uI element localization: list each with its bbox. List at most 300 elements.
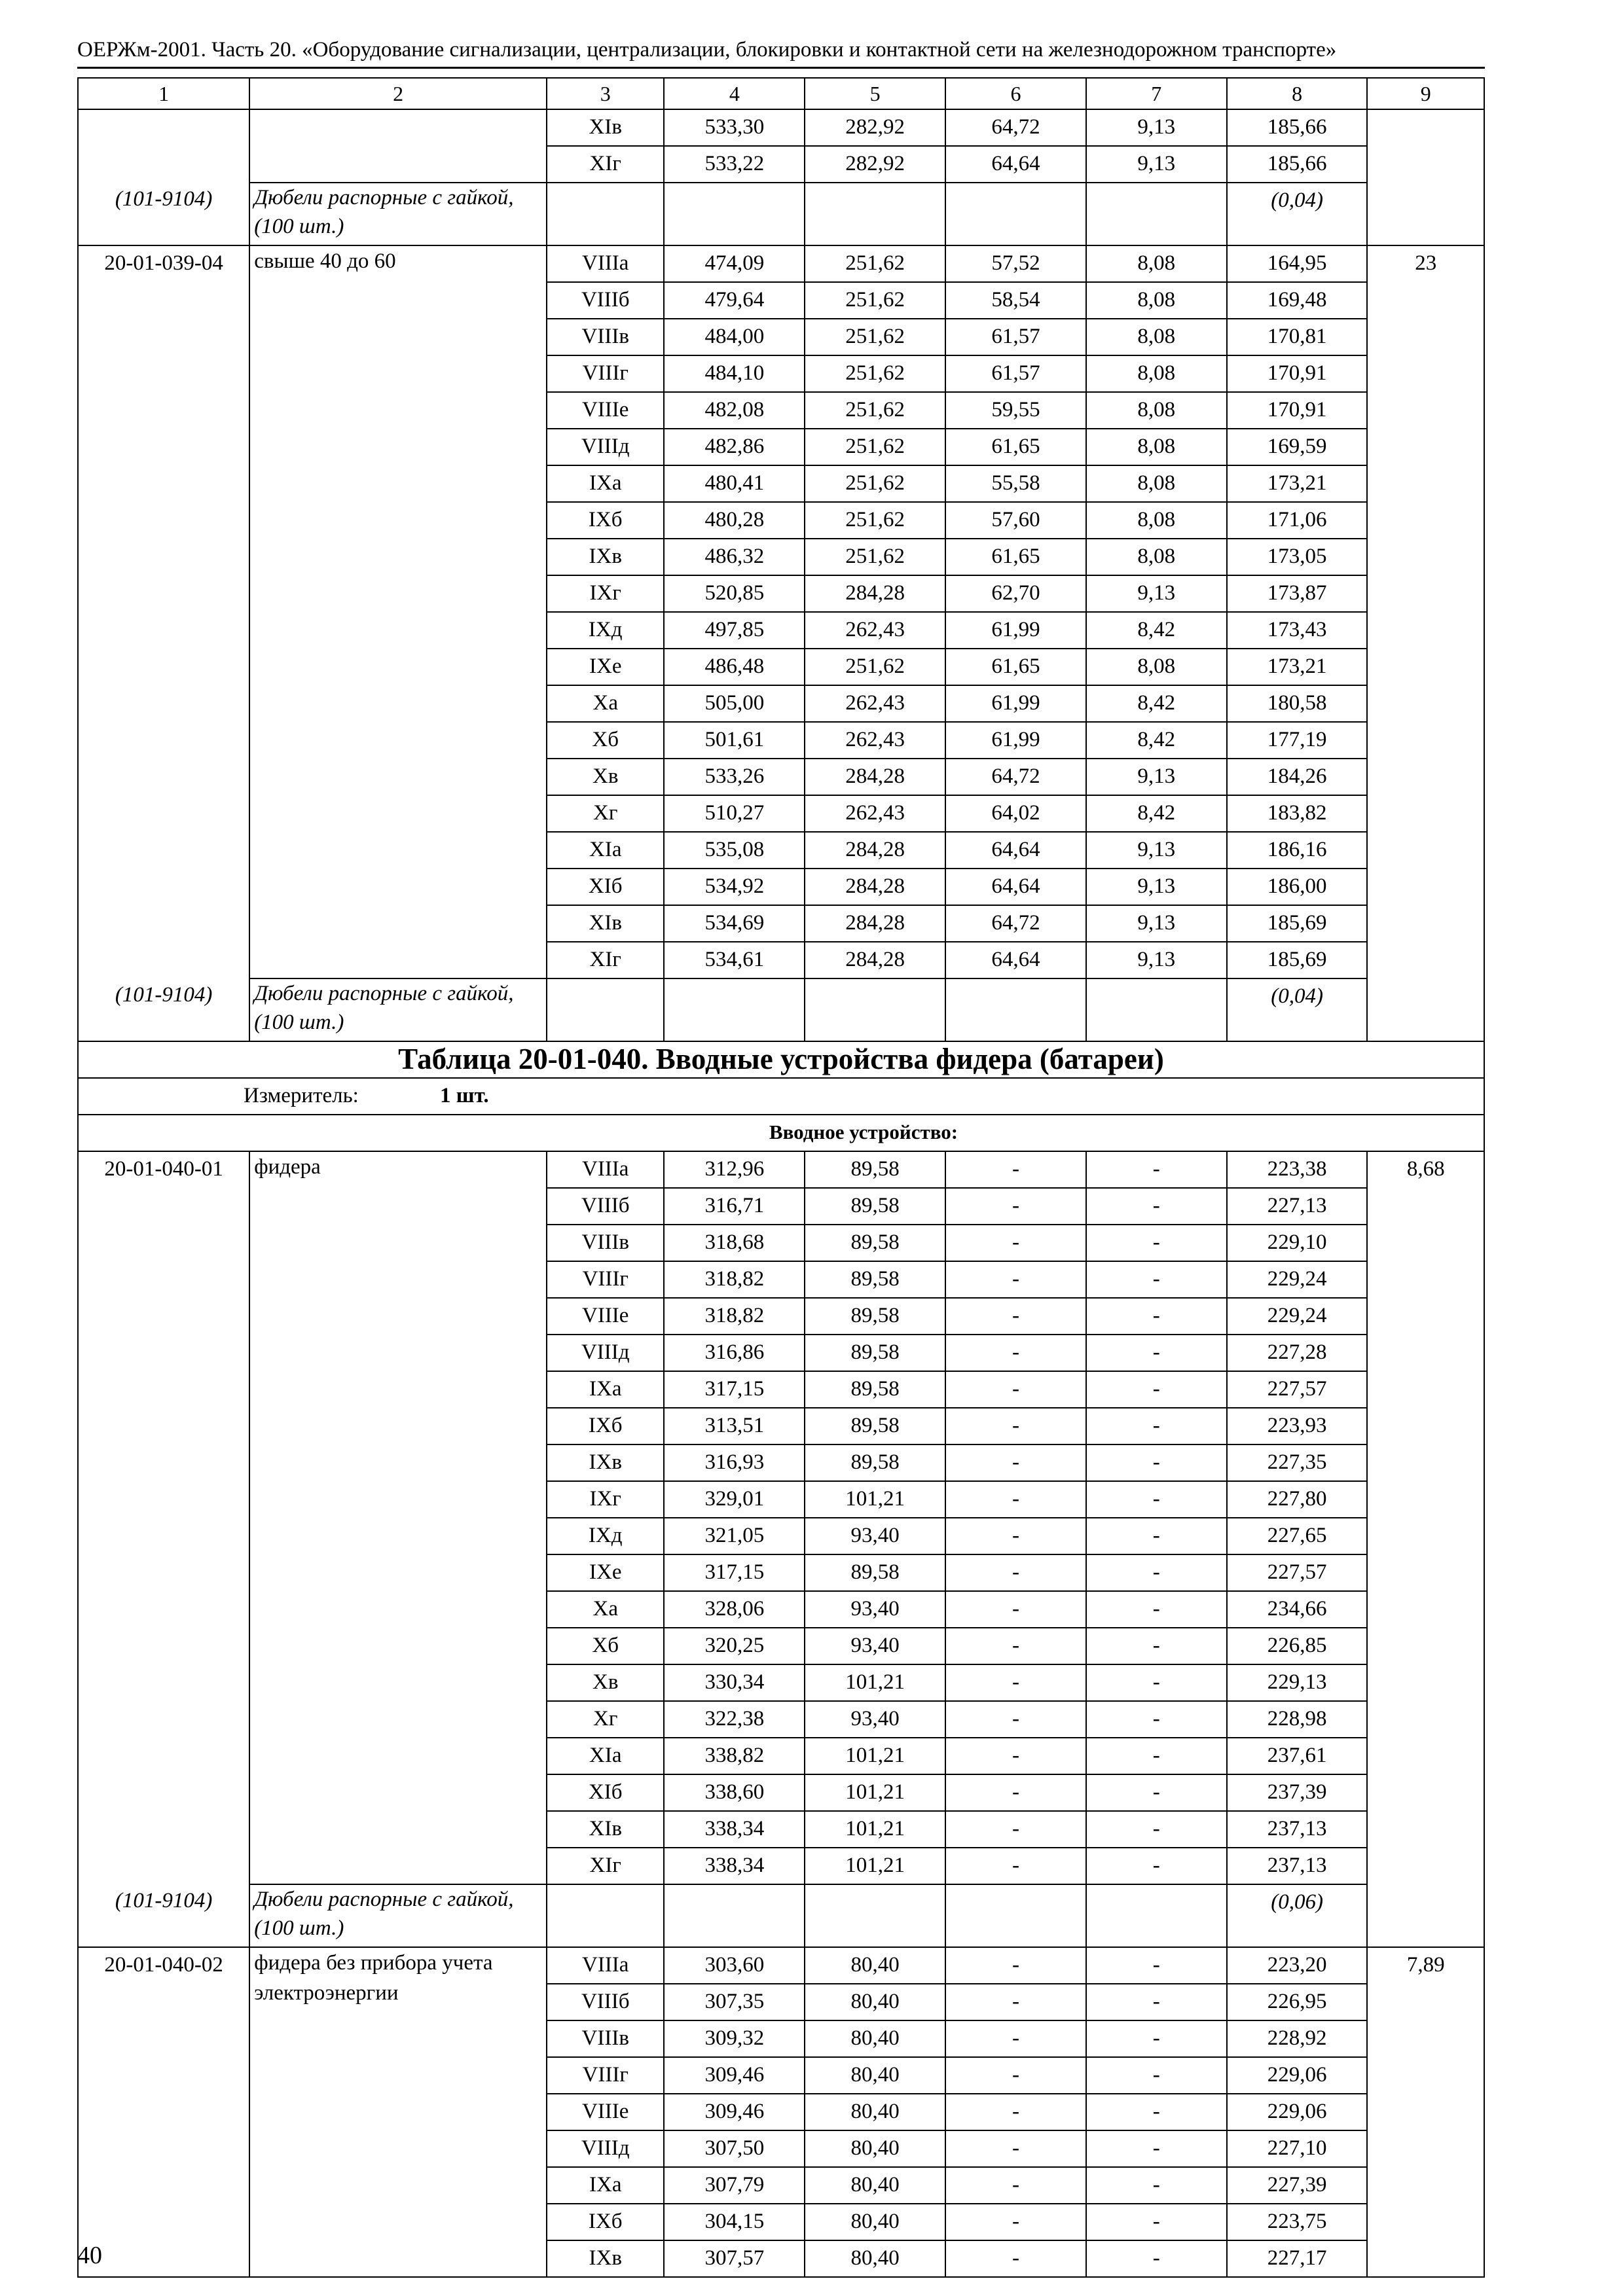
value-cell: 304,15 xyxy=(664,2204,805,2240)
value-cell: - xyxy=(945,2094,1086,2130)
rate-code xyxy=(78,1151,249,1947)
value-cell: 80,40 xyxy=(805,2020,945,2057)
value-cell: - xyxy=(945,1408,1086,1444)
value-cell: 251,62 xyxy=(805,245,945,282)
value-cell: 57,52 xyxy=(945,245,1086,282)
value-cell: 307,50 xyxy=(664,2130,805,2167)
value-cell: - xyxy=(945,1811,1086,1848)
rate-code-text: 20-01-040-01 xyxy=(104,1157,223,1181)
value-cell: 237,39 xyxy=(1227,1774,1368,1811)
value-cell: 251,62 xyxy=(805,502,945,539)
value-cell: - xyxy=(1086,2094,1227,2130)
empty-cell xyxy=(945,183,1086,245)
value-cell: 312,96 xyxy=(664,1151,805,1188)
value-cell: 262,43 xyxy=(805,685,945,722)
col9-value: 23 xyxy=(1367,245,1484,1041)
value-cell: 282,92 xyxy=(805,109,945,146)
zone-cell: XIа xyxy=(547,832,665,869)
dowel-code: (101-9104) xyxy=(115,1889,213,1912)
empty-cell xyxy=(1086,978,1227,1041)
value-cell: 8,08 xyxy=(1086,649,1227,685)
value-cell: 80,40 xyxy=(805,2204,945,2240)
value-cell: 173,05 xyxy=(1227,539,1368,575)
value-cell: 251,62 xyxy=(805,465,945,502)
value-cell: - xyxy=(1086,1225,1227,1261)
value-cell: 61,57 xyxy=(945,319,1086,355)
col9-value: 8,68 xyxy=(1367,1151,1484,1947)
value-cell: 533,30 xyxy=(664,109,805,146)
page-number: 40 xyxy=(77,2242,102,2269)
value-cell: 9,13 xyxy=(1086,869,1227,905)
value-cell: - xyxy=(945,1664,1086,1701)
value-cell: 229,24 xyxy=(1227,1298,1368,1335)
value-cell: 8,08 xyxy=(1086,429,1227,465)
value-cell: 64,02 xyxy=(945,795,1086,832)
value-cell: 479,64 xyxy=(664,282,805,319)
zone-cell: XIа xyxy=(547,1738,665,1774)
value-cell: 251,62 xyxy=(805,539,945,575)
rate-name: свыше 40 до 60 xyxy=(249,245,547,978)
value-cell: 474,09 xyxy=(664,245,805,282)
value-cell: - xyxy=(1086,1408,1227,1444)
value-cell: 338,34 xyxy=(664,1848,805,1884)
zone-cell: VIIIа xyxy=(547,1947,665,1984)
value-cell: 80,40 xyxy=(805,2094,945,2130)
zone-cell: Xв xyxy=(547,1664,665,1701)
value-cell: 328,06 xyxy=(664,1591,805,1628)
value-cell: 8,08 xyxy=(1086,319,1227,355)
table-row xyxy=(78,109,1484,146)
value-cell: 177,19 xyxy=(1227,722,1368,759)
value-cell: - xyxy=(1086,2130,1227,2167)
value-cell: 61,57 xyxy=(945,355,1086,392)
zone-cell: XIг xyxy=(547,146,665,183)
zone-cell: XIг xyxy=(547,1848,665,1884)
value-cell: 61,99 xyxy=(945,612,1086,649)
value-cell: 9,13 xyxy=(1086,575,1227,612)
value-cell: 284,28 xyxy=(805,832,945,869)
rate-code xyxy=(78,109,249,245)
dowel-row xyxy=(78,183,1484,245)
value-cell: 170,91 xyxy=(1227,392,1368,429)
value-cell: - xyxy=(1086,2204,1227,2240)
zone-cell: IXб xyxy=(547,2204,665,2240)
value-cell: 226,95 xyxy=(1227,1984,1368,2020)
value-cell: - xyxy=(1086,1444,1227,1481)
value-cell: - xyxy=(1086,1335,1227,1371)
value-cell: 321,05 xyxy=(664,1518,805,1554)
value-cell: 183,82 xyxy=(1227,795,1368,832)
value-cell: 64,64 xyxy=(945,146,1086,183)
value-cell: 316,86 xyxy=(664,1335,805,1371)
value-cell: 251,62 xyxy=(805,392,945,429)
value-cell: 101,21 xyxy=(805,1848,945,1884)
zone-cell: VIIIг xyxy=(547,355,665,392)
value-cell: - xyxy=(945,1701,1086,1738)
value-cell: - xyxy=(1086,1371,1227,1408)
value-cell: 8,08 xyxy=(1086,465,1227,502)
rate-name: фидера xyxy=(249,1151,547,1884)
value-cell: 229,06 xyxy=(1227,2094,1368,2130)
value-cell: 535,08 xyxy=(664,832,805,869)
value-cell: 80,40 xyxy=(805,1947,945,1984)
dowel-row xyxy=(78,978,1484,1041)
value-cell: 93,40 xyxy=(805,1701,945,1738)
table-body-039 xyxy=(78,78,1484,1041)
value-cell: - xyxy=(1086,1947,1227,1984)
column-number: 6 xyxy=(945,78,1086,109)
value-cell: - xyxy=(1086,1151,1227,1188)
empty-cell xyxy=(547,183,665,245)
value-cell: 8,08 xyxy=(1086,392,1227,429)
value-cell: 9,13 xyxy=(1086,109,1227,146)
dowel-row xyxy=(78,1884,1484,1947)
zone-cell: VIIIа xyxy=(547,245,665,282)
value-cell: 223,75 xyxy=(1227,2204,1368,2240)
value-cell: 482,86 xyxy=(664,429,805,465)
col9-value xyxy=(1367,109,1484,245)
value-cell: 186,00 xyxy=(1227,869,1368,905)
value-cell: 307,35 xyxy=(664,1984,805,2020)
zone-cell: VIIIд xyxy=(547,429,665,465)
value-cell: 322,38 xyxy=(664,1701,805,1738)
value-cell: - xyxy=(945,2057,1086,2094)
column-number: 2 xyxy=(249,78,547,109)
value-cell: - xyxy=(1086,1261,1227,1298)
value-cell: 501,61 xyxy=(664,722,805,759)
zone-cell: VIIIе xyxy=(547,2094,665,2130)
value-cell: 318,82 xyxy=(664,1298,805,1335)
dowel-name: Дюбели распорные с гайкой, (100 шт.) xyxy=(249,978,547,1041)
value-cell: 251,62 xyxy=(805,649,945,685)
value-cell: - xyxy=(1086,1774,1227,1811)
value-cell: 170,81 xyxy=(1227,319,1368,355)
zone-cell: IXа xyxy=(547,1371,665,1408)
rate-code: 20-01-040-02 xyxy=(78,1947,249,2277)
column-numbers-row xyxy=(78,78,1484,109)
zone-cell: Xв xyxy=(547,759,665,795)
value-cell: 169,48 xyxy=(1227,282,1368,319)
dowel-value: (0,04) xyxy=(1227,183,1368,245)
value-cell: 309,46 xyxy=(664,2057,805,2094)
value-cell: 227,57 xyxy=(1227,1554,1368,1591)
value-cell: 262,43 xyxy=(805,722,945,759)
value-cell: 317,15 xyxy=(664,1371,805,1408)
value-cell: - xyxy=(1086,1298,1227,1335)
value-cell: 227,80 xyxy=(1227,1481,1368,1518)
dowel-name: Дюбели распорные с гайкой, (100 шт.) xyxy=(249,1884,547,1947)
value-cell: 89,58 xyxy=(805,1261,945,1298)
value-cell: 61,65 xyxy=(945,649,1086,685)
value-cell: - xyxy=(1086,2240,1227,2277)
value-cell: - xyxy=(1086,2057,1227,2094)
column-number: 7 xyxy=(1086,78,1227,109)
value-cell: 61,65 xyxy=(945,539,1086,575)
rate-name xyxy=(249,109,547,183)
value-cell: 185,66 xyxy=(1227,109,1368,146)
value-cell: - xyxy=(945,2204,1086,2240)
zone-cell: IXе xyxy=(547,649,665,685)
table-040-heading xyxy=(78,1041,1484,1151)
subheading: Вводное устройство: xyxy=(78,1115,1484,1151)
zone-cell: IXб xyxy=(547,502,665,539)
zone-cell: VIIIв xyxy=(547,319,665,355)
value-cell: 251,62 xyxy=(805,282,945,319)
value-cell: 486,32 xyxy=(664,539,805,575)
value-cell: 309,32 xyxy=(664,2020,805,2057)
zone-cell: VIIIв xyxy=(547,2020,665,2057)
value-cell: 229,13 xyxy=(1227,1664,1368,1701)
empty-cell xyxy=(664,183,805,245)
value-cell: 320,25 xyxy=(664,1628,805,1664)
zone-cell: IXб xyxy=(547,1408,665,1444)
value-cell: 227,13 xyxy=(1227,1188,1368,1225)
value-cell: 8,08 xyxy=(1086,245,1227,282)
zone-cell: Xа xyxy=(547,1591,665,1628)
dowel-code: (101-9104) xyxy=(115,187,213,211)
value-cell: 170,91 xyxy=(1227,355,1368,392)
value-cell: - xyxy=(1086,2167,1227,2204)
zone-cell: IXг xyxy=(547,575,665,612)
value-cell: 173,43 xyxy=(1227,612,1368,649)
value-cell: - xyxy=(1086,1848,1227,1884)
empty-cell xyxy=(805,1884,945,1947)
table-row xyxy=(78,1151,1484,1188)
value-cell: 8,08 xyxy=(1086,539,1227,575)
value-cell: 64,64 xyxy=(945,832,1086,869)
value-cell: 9,13 xyxy=(1086,759,1227,795)
value-cell: 505,00 xyxy=(664,685,805,722)
zone-cell: IXв xyxy=(547,1444,665,1481)
value-cell: 8,08 xyxy=(1086,282,1227,319)
value-cell: 8,42 xyxy=(1086,722,1227,759)
value-cell: - xyxy=(945,1371,1086,1408)
zone-cell: XIг xyxy=(547,942,665,978)
column-number: 9 xyxy=(1367,78,1484,109)
zone-cell: IXг xyxy=(547,1481,665,1518)
empty-cell xyxy=(664,1884,805,1947)
value-cell: 284,28 xyxy=(805,905,945,942)
value-cell: 223,93 xyxy=(1227,1408,1368,1444)
value-cell: - xyxy=(945,1947,1086,1984)
value-cell: - xyxy=(945,1518,1086,1554)
value-cell: 89,58 xyxy=(805,1408,945,1444)
value-cell: 101,21 xyxy=(805,1774,945,1811)
value-cell: 480,41 xyxy=(664,465,805,502)
zone-cell: XIв xyxy=(547,905,665,942)
value-cell: 338,82 xyxy=(664,1738,805,1774)
value-cell: 80,40 xyxy=(805,2057,945,2094)
value-cell: 318,82 xyxy=(664,1261,805,1298)
value-cell: - xyxy=(945,2130,1086,2167)
value-cell: 228,92 xyxy=(1227,2020,1368,2057)
zone-cell: VIIIб xyxy=(547,282,665,319)
value-cell: 184,26 xyxy=(1227,759,1368,795)
zone-cell: IXд xyxy=(547,1518,665,1554)
value-cell: 89,58 xyxy=(805,1188,945,1225)
value-cell: - xyxy=(945,1188,1086,1225)
value-cell: 229,06 xyxy=(1227,2057,1368,2094)
value-cell: 58,54 xyxy=(945,282,1086,319)
empty-cell xyxy=(1086,183,1227,245)
value-cell: 284,28 xyxy=(805,759,945,795)
value-cell: 101,21 xyxy=(805,1664,945,1701)
dowel-value: (0,04) xyxy=(1227,978,1368,1041)
value-cell: - xyxy=(945,1738,1086,1774)
zone-cell: Xг xyxy=(547,1701,665,1738)
zone-cell: IXв xyxy=(547,2240,665,2277)
zone-cell: VIIIе xyxy=(547,392,665,429)
value-cell: 227,65 xyxy=(1227,1518,1368,1554)
value-cell: 534,69 xyxy=(664,905,805,942)
value-cell: 93,40 xyxy=(805,1518,945,1554)
value-cell: 534,92 xyxy=(664,869,805,905)
zone-cell: IXд xyxy=(547,612,665,649)
value-cell: 9,13 xyxy=(1086,942,1227,978)
value-cell: - xyxy=(945,1151,1086,1188)
value-cell: 64,72 xyxy=(945,905,1086,942)
value-cell: 180,58 xyxy=(1227,685,1368,722)
rate-code-text: 20-01-039-04 xyxy=(104,251,223,275)
value-cell: 234,66 xyxy=(1227,1591,1368,1628)
subheading-row xyxy=(78,1115,1484,1151)
value-cell: 307,79 xyxy=(664,2167,805,2204)
value-cell: 89,58 xyxy=(805,1225,945,1261)
zone-cell: VIIIб xyxy=(547,1984,665,2020)
value-cell: 185,69 xyxy=(1227,942,1368,978)
value-cell: 237,13 xyxy=(1227,1848,1368,1884)
zone-cell: IXа xyxy=(547,465,665,502)
value-cell: - xyxy=(1086,1738,1227,1774)
zone-cell: VIIIд xyxy=(547,2130,665,2167)
value-cell: 318,68 xyxy=(664,1225,805,1261)
empty-cell xyxy=(547,978,665,1041)
empty-cell xyxy=(805,183,945,245)
value-cell: 534,61 xyxy=(664,942,805,978)
value-cell: 185,66 xyxy=(1227,146,1368,183)
value-cell: 307,57 xyxy=(664,2240,805,2277)
value-cell: 8,42 xyxy=(1086,612,1227,649)
zone-cell: XIв xyxy=(547,109,665,146)
column-number: 1 xyxy=(78,78,249,109)
value-cell: 80,40 xyxy=(805,2130,945,2167)
value-cell: 64,64 xyxy=(945,869,1086,905)
zone-cell: VIIIв xyxy=(547,1225,665,1261)
value-cell: 89,58 xyxy=(805,1371,945,1408)
value-cell: 227,17 xyxy=(1227,2240,1368,2277)
value-cell: 223,20 xyxy=(1227,1947,1368,1984)
rate-code xyxy=(78,245,249,1041)
value-cell: 164,95 xyxy=(1227,245,1368,282)
empty-cell xyxy=(805,978,945,1041)
value-cell: 9,13 xyxy=(1086,832,1227,869)
value-cell: 251,62 xyxy=(805,355,945,392)
value-cell: - xyxy=(945,1554,1086,1591)
value-cell: 59,55 xyxy=(945,392,1086,429)
value-cell: - xyxy=(945,1225,1086,1261)
value-cell: 533,22 xyxy=(664,146,805,183)
value-cell: 329,01 xyxy=(664,1481,805,1518)
value-cell: 510,27 xyxy=(664,795,805,832)
value-cell: 282,92 xyxy=(805,146,945,183)
zone-cell: VIIIа xyxy=(547,1151,665,1188)
value-cell: 61,99 xyxy=(945,685,1086,722)
value-cell: 482,08 xyxy=(664,392,805,429)
value-cell: 173,21 xyxy=(1227,649,1368,685)
value-cell: 8,08 xyxy=(1086,502,1227,539)
value-cell: - xyxy=(945,1848,1086,1884)
value-cell: 227,39 xyxy=(1227,2167,1368,2204)
empty-cell xyxy=(1086,1884,1227,1947)
value-cell: - xyxy=(945,1984,1086,2020)
value-cell: - xyxy=(1086,1481,1227,1518)
unit-cell xyxy=(78,1078,1484,1115)
value-cell: - xyxy=(945,1628,1086,1664)
zone-cell: IXа xyxy=(547,2167,665,2204)
rates-table xyxy=(77,77,1485,2278)
value-cell: 101,21 xyxy=(805,1738,945,1774)
value-cell: - xyxy=(945,1335,1086,1371)
zone-cell: IXе xyxy=(547,1554,665,1591)
value-cell: - xyxy=(945,2020,1086,2057)
zone-cell: VIIIг xyxy=(547,1261,665,1298)
value-cell: 486,48 xyxy=(664,649,805,685)
column-number: 8 xyxy=(1227,78,1368,109)
value-cell: 185,69 xyxy=(1227,905,1368,942)
dowel-code: (101-9104) xyxy=(115,983,213,1007)
zone-cell: XIв xyxy=(547,1811,665,1848)
value-cell: 8,42 xyxy=(1086,685,1227,722)
col9-value: 7,89 xyxy=(1367,1947,1484,2277)
value-cell: - xyxy=(1086,1591,1227,1628)
value-cell: - xyxy=(1086,1518,1227,1554)
column-number: 4 xyxy=(664,78,805,109)
value-cell: 223,38 xyxy=(1227,1151,1368,1188)
value-cell: 89,58 xyxy=(805,1298,945,1335)
empty-cell xyxy=(945,978,1086,1041)
unit-row xyxy=(78,1078,1484,1115)
value-cell: 101,21 xyxy=(805,1481,945,1518)
value-cell: - xyxy=(945,2240,1086,2277)
value-cell: 186,16 xyxy=(1227,832,1368,869)
value-cell: 173,21 xyxy=(1227,465,1368,502)
zone-cell: VIIIг xyxy=(547,2057,665,2094)
empty-cell xyxy=(547,1884,665,1947)
value-cell: 227,57 xyxy=(1227,1371,1368,1408)
value-cell: 9,13 xyxy=(1086,146,1227,183)
value-cell: 227,35 xyxy=(1227,1444,1368,1481)
value-cell: 89,58 xyxy=(805,1444,945,1481)
value-cell: 313,51 xyxy=(664,1408,805,1444)
value-cell: - xyxy=(945,1261,1086,1298)
value-cell: 55,58 xyxy=(945,465,1086,502)
zone-cell: IXв xyxy=(547,539,665,575)
value-cell: 251,62 xyxy=(805,319,945,355)
value-cell: 338,60 xyxy=(664,1774,805,1811)
value-cell: 309,46 xyxy=(664,2094,805,2130)
value-cell: 64,64 xyxy=(945,942,1086,978)
value-cell: 316,93 xyxy=(664,1444,805,1481)
value-cell: 262,43 xyxy=(805,795,945,832)
value-cell: 9,13 xyxy=(1086,905,1227,942)
table-title: Таблица 20-01-040. Вводные устройства фидера (батареи) xyxy=(78,1041,1484,1078)
value-cell: - xyxy=(945,1591,1086,1628)
value-cell: 80,40 xyxy=(805,2240,945,2277)
value-cell: 169,59 xyxy=(1227,429,1368,465)
zone-cell: Xб xyxy=(547,722,665,759)
value-cell: 338,34 xyxy=(664,1811,805,1848)
zone-cell: Xа xyxy=(547,685,665,722)
